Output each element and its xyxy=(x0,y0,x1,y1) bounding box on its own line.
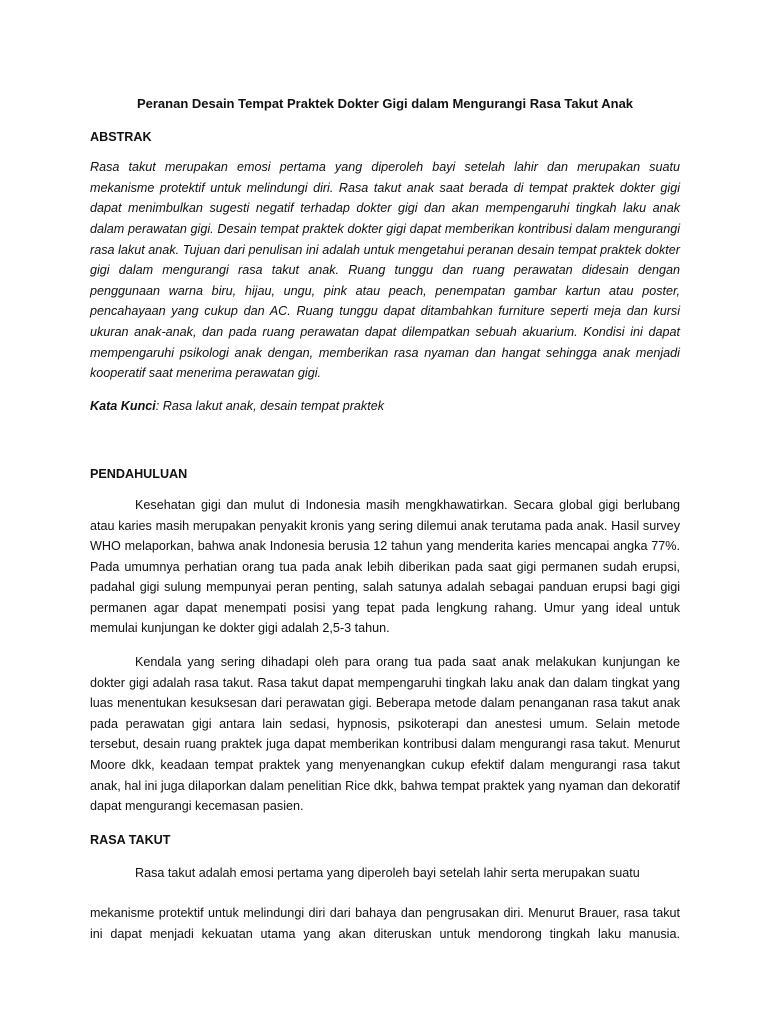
intro-paragraph-2: Kendala yang sering dihadapi oleh para orang tua pada saat anak melakukan kunjungan ke dokter gigi adalah rasa takut. Rasa takut dapat mempengaruhi tingkah laku anak dan dalam tingkat yang luas menentukan kesuksesan dari perawatan gigi. Beberapa metode dalam penanganan rasa takut anak pada perawatan gigi antara lain sedasi, hypnosis, psikoterapi dan anestesi umum. Selain metode tersebut, desain ruang praktek juga dapat memberikan kontribusi dalam mengurangi rasa takut. Menurut Moore dkk, keadaan tempat praktek yang menyenangkan cukup efektif dalam mengurangi rasa takut anak, hal ini juga dilaporkan dalam penelitian Rice dkk, bahwa tempat praktek yang nyaman dan dekoratif dapat mengurangi kecemasan pasien. xyxy=(90,655,680,814)
intro-heading: PENDAHULUAN xyxy=(90,467,188,482)
keywords-text: : Rasa lakut anak, desain tempat praktek xyxy=(155,398,384,413)
keywords-line xyxy=(90,396,680,417)
document-page xyxy=(90,94,680,944)
rasa-takut-paragraph-continued: mekanisme protektif untuk melindungi diri dari bahaya dan pengrusakan diri. Menurut Brauer, rasa takut ini dapat menjadi kekuatan utama yang akan diteruskan untuk mendorong tingkah laku manusia. xyxy=(90,906,680,941)
document-title: Peranan Desain Tempat Praktek Dokter Gigi dalam Mengurangi Rasa Takut Anak xyxy=(136,96,634,111)
keywords-label: Kata Kunci xyxy=(90,398,156,413)
abstract-heading: ABSTRAK xyxy=(90,129,152,144)
abstract-text: Rasa takut merupakan emosi pertama yang diperoleh bayi setelah lahir dan merupakan suatu mekanisme protektif untuk melindungi diri. Rasa takut anak saat berada di tempat praktek dokter gigi dapat menimbulkan sugesti negatif terhadap dokter gigi dan akan mempengaruhi tingkah laku anak dalam perawatan gigi. Desain tempat praktek dokter gigi dapat memberikan kontribusi dalam mengurangi rasa lakut anak. Tujuan dari penulisan ini adalah untuk mengetahui peranan desain tempat praktek dokter gigi dalam mengurangi rasa takut anak. Ruang tunggu dan ruang perawatan didesain dengan penggunaan warna biru, hijau, ungu, pink atau peach, penempatan gambar kartun atau poster, pencahayaan yang cukup dan AC. Ruang tunggu dapat ditambahkan furniture seperti meja dan kursi ukuran anak-anak, dan pada ruang perawatan dapat dilempatkan sebuah akuarium. Kondisi ini dapat mempengaruhi psikologi anak dengan, memberikan rasa nyaman dan hangat sehingga anak menjadi kooperatif saat menerima perawatan gigi. xyxy=(90,160,680,381)
rasa-takut-heading: RASA TAKUT xyxy=(90,832,171,847)
intro-paragraph-1: Kesehatan gigi dan mulut di Indonesia masih mengkhawatirkan. Secara global gigi berlubang atau karies masih merupakan penyakit kronis yang sering dilemui anak terutama pada anak. Hasil survey WHO melaporkan, bahwa anak Indonesia berusia 12 tahun yang menderita karies mencapai angka 77%. Pada umumnya perhatian orang tua pada anak lebih diberikan pada saat gigi permanen sudah erupsi, padahal gigi sulung mempunyai peran penting, salah satunya adalah sebagai panduan erupsi bagi gigi permanen agar dapat menempati posisi yang tepat pada lengkung rahang. Umur yang ideal untuk memulai kunjungan ke dokter gigi adalah 2,5-3 tahun. xyxy=(90,497,680,636)
rasa-takut-paragraph-start: Rasa takut adalah emosi pertama yang diperoleh bayi setelah lahir serta merupakan suatu xyxy=(135,866,640,881)
